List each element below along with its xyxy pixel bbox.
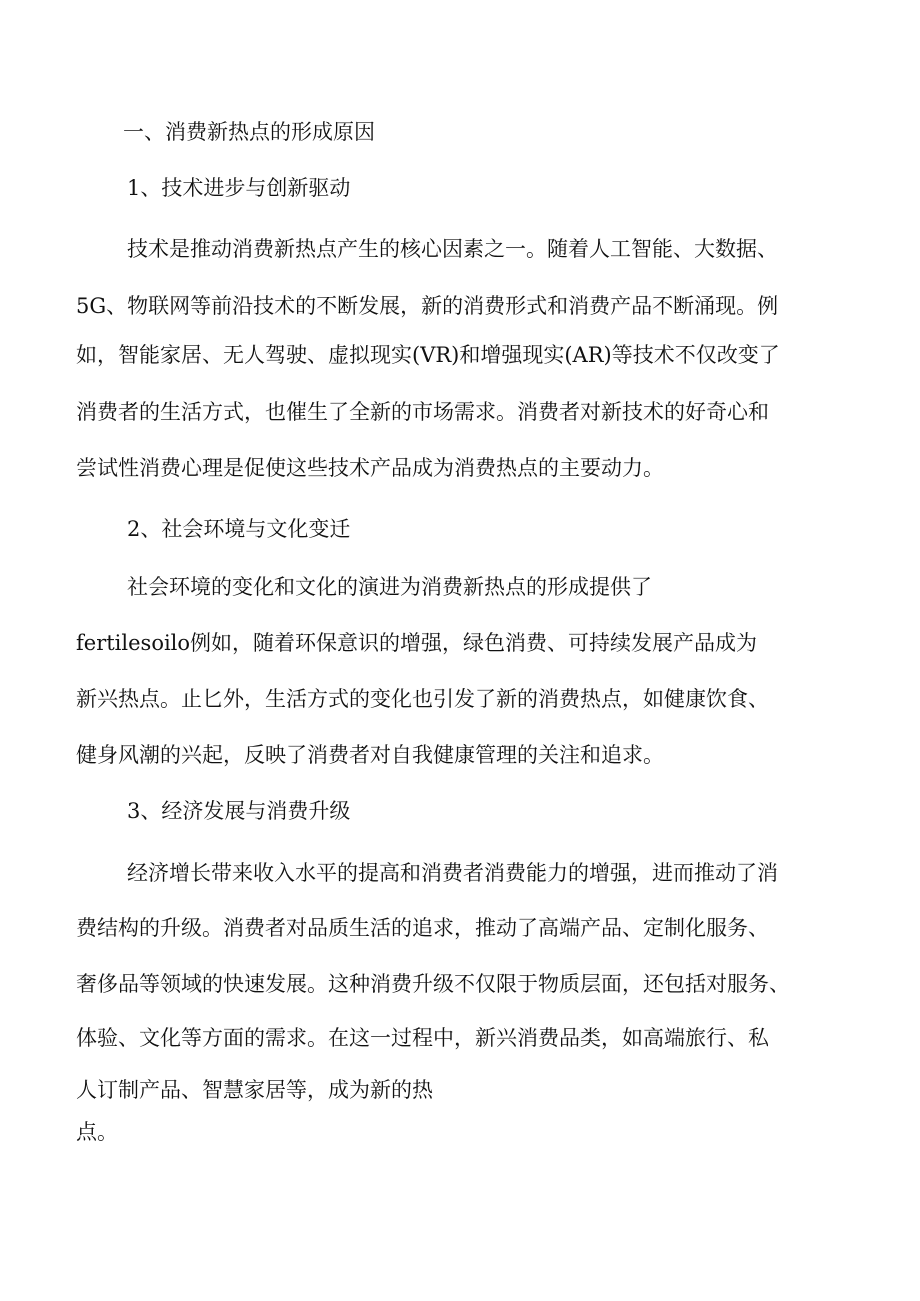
section1-line-3: 如，智能家居、无人驾驶、虚拟现实(VR)和增强现实(AR)等技术不仅改变了 [76,343,780,367]
section2-line-4: 健身风潮的兴起，反映了消费者对自我健康管理的关注和追求。 [76,743,664,767]
section1-line-4: 消费者的生活方式，也催生了全新的市场需求。消费者对新技术的好奇心和 [76,400,769,424]
section3-line-6: 点。 [76,1120,118,1144]
section2-line-1: 社会环境的变化和文化的演进为消费新热点的形成提供了 [127,575,652,599]
section3-line-1: 经济增长带来收入水平的提高和消费者消费能力的增强，进而推动了消 [127,861,778,885]
main-heading: 一、消费新热点的形成原因 [123,120,375,144]
section1-line-5: 尝试性消费心理是促使这些技术产品成为消费热点的主要动力。 [76,456,664,480]
section1-heading: 1、技术进步与创新驱动 [127,176,351,200]
section3-line-3: 奢侈品等领域的快速发展。这种消费升级不仅限于物质层面，还包括对服务、 [76,972,790,996]
section2-heading: 2、社会环境与文化变迁 [127,517,351,541]
section2-line-2: fertilesoilo例如，随着环保意识的增强，绿色消费、可持续发展产品成为 [76,631,758,655]
section1-line-1: 技术是推动消费新热点产生的核心因素之一。随着人工智能、大数据、 [127,237,778,261]
section3-line-2: 费结构的升级。消费者对品质生活的追求，推动了高端产品、定制化服务、 [76,916,769,940]
section3-heading: 3、经济发展与消费升级 [127,799,351,823]
section1-line-2: 5G、物联网等前沿技术的不断发展，新的消费形式和消费产品不断涌现。例 [76,294,779,318]
section3-line-4: 体验、文化等方面的需求。在这一过程中，新兴消费品类，如高端旅行、私 [76,1026,769,1050]
section3-line-5: 人订制产品、智慧家居等，成为新的热 [76,1078,433,1102]
section2-line-3: 新兴热点。止匕外，生活方式的变化也引发了新的消费热点，如健康饮食、 [76,687,769,711]
